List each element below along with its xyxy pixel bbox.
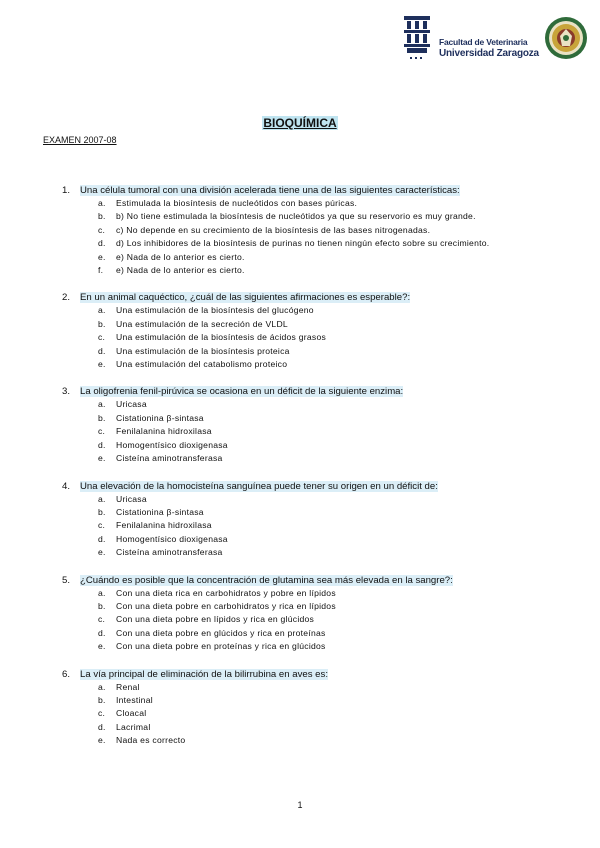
option-text: Cistationina β-sintasa: [116, 506, 204, 517]
answer-options: [62, 197, 572, 277]
answer-option: [62, 694, 572, 707]
answer-option: [62, 627, 572, 640]
option-letter: b.: [98, 600, 106, 611]
answer-option: [62, 251, 572, 264]
option-letter: b.: [98, 506, 106, 517]
question-5: [62, 574, 572, 654]
question-stem: [62, 574, 572, 587]
option-text: Una estimulación de la biosíntesis proteica: [116, 345, 290, 356]
question-number: 1.: [62, 185, 71, 196]
option-text: Cistationina β-sintasa: [116, 412, 204, 423]
option-letter: c.: [98, 614, 106, 625]
option-text: Nada es correcto: [116, 735, 186, 746]
option-text: Fenilalanina hidroxilasa: [116, 426, 212, 437]
page-title: [0, 116, 600, 130]
answer-option: [62, 197, 572, 210]
answer-option: [62, 237, 572, 250]
answer-option: [62, 452, 572, 465]
option-letter: c.: [98, 520, 106, 531]
answer-option: [62, 533, 572, 546]
question-list: [62, 184, 572, 762]
answer-option: [62, 264, 572, 277]
option-letter: e.: [98, 453, 106, 464]
option-text: Uricasa: [116, 399, 147, 410]
option-text: Homogentísico dioxigenasa: [116, 439, 228, 450]
answer-option: [62, 506, 572, 519]
answer-option: [62, 412, 572, 425]
answer-option: [62, 707, 572, 720]
option-text: Con una dieta pobre en proteínas y rica en glúcidos: [116, 641, 326, 652]
university-tower-icon: [402, 16, 432, 62]
question-number: 3.: [62, 386, 71, 398]
option-letter: a.: [98, 493, 106, 504]
exam-year: EXAMEN 2007-08: [43, 135, 117, 145]
answer-option: [62, 519, 572, 532]
option-letter: d.: [98, 345, 106, 356]
answer-option: [62, 210, 572, 223]
option-letter: c.: [98, 426, 106, 437]
option-text: Con una dieta rica en carbohidratos y pobre en lípidos: [116, 587, 336, 598]
option-text: Homogentísico dioxigenasa: [116, 533, 228, 544]
answer-option: [62, 345, 572, 358]
option-text: Lacrimal: [116, 721, 151, 732]
option-letter: f.: [98, 265, 104, 276]
question-4: [62, 480, 572, 560]
option-text: Cisteína aminotransferasa: [116, 453, 223, 464]
question-3: [62, 385, 572, 465]
option-letter: b.: [98, 412, 106, 423]
answer-option: [62, 318, 572, 331]
university-wordmark: [439, 36, 539, 60]
question-text: La oligofrenia fenil-pirúvica se ocasiona en un déficit de la siguiente enzima:: [80, 386, 404, 398]
option-text: Fenilalanina hidroxilasa: [116, 520, 212, 531]
option-letter: d.: [98, 533, 106, 544]
option-letter: b.: [98, 318, 106, 329]
answer-options: [62, 493, 572, 560]
option-letter: e.: [98, 359, 106, 370]
question-1: [62, 184, 572, 277]
option-letter: a.: [98, 198, 106, 208]
option-text: Con una dieta pobre en lípidos y rica en glúcidos: [116, 614, 315, 625]
option-text: Uricasa: [116, 493, 147, 504]
question-text: Una elevación de la homocisteína sanguínea puede tener su origen en un déficit de:: [80, 480, 438, 492]
option-text: c) No depende en su crecimiento de la biosíntesis de las bases nitrogenadas.: [116, 224, 431, 235]
option-text: Cloacal: [116, 708, 147, 719]
option-text: Una estimulación del catabolismo proteico: [116, 359, 288, 370]
question-number: 2.: [62, 292, 71, 304]
answer-option: [62, 640, 572, 653]
option-text: Con una dieta pobre en carbohidratos y rica en lípidos: [116, 600, 336, 611]
option-letter: e.: [98, 547, 106, 558]
question-number: 4.: [62, 480, 71, 492]
option-letter: e.: [98, 641, 106, 652]
option-letter: d.: [98, 627, 106, 638]
option-letter: e.: [98, 735, 106, 746]
option-text: e) Nada de lo anterior es cierto.: [116, 265, 245, 276]
option-letter: a.: [98, 587, 106, 598]
option-text: Con una dieta pobre en glúcidos y rica en proteínas: [116, 627, 326, 638]
option-letter: d.: [98, 439, 106, 450]
question-stem: [62, 385, 572, 398]
option-text: Intestinal: [116, 694, 153, 705]
option-letter: e.: [98, 251, 106, 262]
answer-option: [62, 425, 572, 438]
option-letter: d.: [98, 721, 106, 732]
option-letter: c.: [98, 224, 106, 235]
answer-option: [62, 493, 572, 506]
option-text: Una estimulación de la biosíntesis del glucógeno: [116, 305, 314, 316]
answer-option: [62, 358, 572, 371]
option-letter: b.: [98, 211, 106, 222]
question-text: ¿Cuándo es posible que la concentración de glutamina sea más elevada en la sangre?:: [80, 574, 453, 586]
answer-option: [62, 681, 572, 694]
option-text: Cisteína aminotransferasa: [116, 547, 223, 558]
answer-option: [62, 613, 572, 626]
answer-options: [62, 304, 572, 371]
option-letter: b.: [98, 694, 106, 705]
option-text: d) Los inhibidores de la biosíntesis de purinas no tienen ningún efecto sobre su crecimiento.: [116, 238, 490, 249]
answer-options: [62, 587, 572, 654]
answer-option: [62, 439, 572, 452]
question-stem: [62, 291, 572, 304]
answer-option: [62, 304, 572, 317]
question-number: 6.: [62, 668, 71, 680]
answer-option: [62, 546, 572, 559]
university-name: Universidad Zaragoza: [439, 48, 539, 59]
question-text: Una célula tumoral con una división acelerada tiene una de las siguientes características:: [80, 185, 460, 196]
header-logos: [402, 14, 592, 64]
question-2: [62, 291, 572, 371]
question-stem: [62, 184, 572, 197]
answer-option: [62, 721, 572, 734]
question-text: La vía principal de eliminación de la bilirrubina en aves es:: [80, 668, 328, 680]
option-text: Una estimulación de la biosíntesis de ácidos grasos: [116, 332, 327, 343]
question-text: En un animal caquéctico, ¿cuál de las siguientes afirmaciones es esperable?:: [80, 292, 411, 304]
option-letter: c.: [98, 332, 106, 343]
option-letter: d.: [98, 238, 106, 249]
option-letter: a.: [98, 305, 106, 316]
answer-option: [62, 587, 572, 600]
answer-options: [62, 398, 572, 465]
answer-option: [62, 331, 572, 344]
option-letter: c.: [98, 708, 106, 719]
question-stem: [62, 480, 572, 493]
question-6: [62, 668, 572, 748]
option-letter: a.: [98, 399, 106, 410]
answer-option: [62, 734, 572, 747]
option-letter: a.: [98, 681, 106, 692]
option-text: e) Nada de lo anterior es cierto.: [116, 251, 245, 262]
answer-option: [62, 600, 572, 613]
question-number: 5.: [62, 574, 71, 586]
answer-option: [62, 398, 572, 411]
option-text: b) No tiene estimulada la biosíntesis de nucleótidos ya que su reservorio es muy grande.: [116, 211, 476, 222]
option-text: Estimulada la biosíntesis de nucleótidos con bases púricas.: [116, 198, 358, 208]
page-number: 1: [297, 800, 303, 810]
answer-option: [62, 224, 572, 237]
option-text: Renal: [116, 681, 140, 692]
question-stem: [62, 668, 572, 681]
page-title-text: BIOQUÍMICA: [263, 116, 337, 130]
faculty-seal-icon: [544, 16, 588, 60]
faculty-name: Facultad de Veterinaria: [439, 37, 528, 47]
answer-options: [62, 681, 572, 748]
option-text: Una estimulación de la secreción de VLDL: [116, 318, 288, 329]
